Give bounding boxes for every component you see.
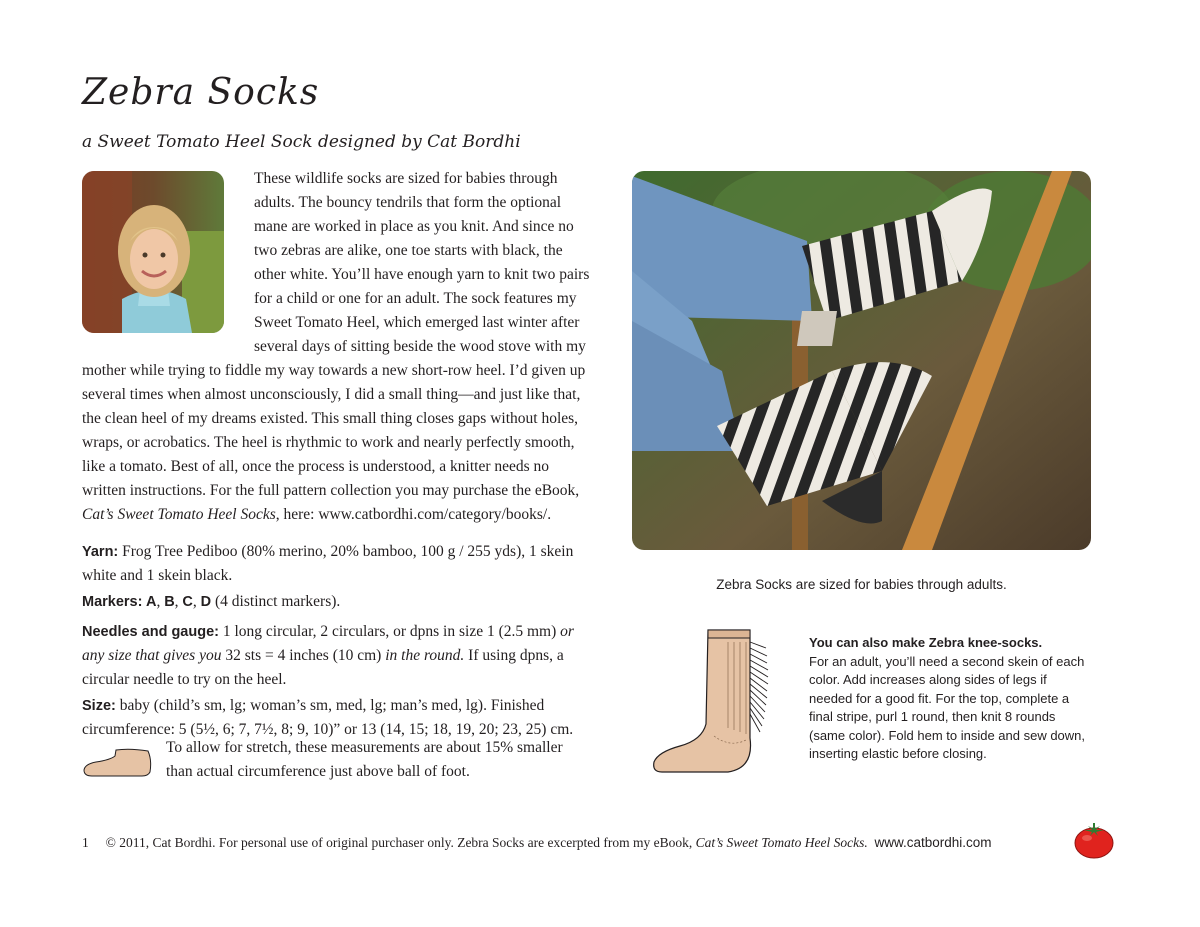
intro-main: These wildlife socks are sized for babies through adults. The bouncy tendrils that form the optional mane are worked in place as you knit. And since no two zebras are alike, one toe starts with black, the other white. You’ll have enough yarn to knit two pairs for a child or one for an adult. The sock features my Sweet Tomato Heel, which emerged last winter after several days of sitting beside the wood stove with my mother while trying to fiddle my way towards a new short-row heel. I’d given up several times when almost unconsciously, I did a small thing—and just like that, the clean heel of my dreams existed. This small thing closes gaps without holes, wraps, or acrobatics. The heel is rhythmic to work and nearly perfectly smooth, like a tomato. Best of all, once the process is understood, a knitter needs no written instructions. For the full pattern collection you may purchase the eBook, <box>82 170 590 499</box>
marker-a: A <box>145 594 157 610</box>
size-text: baby (child’s sm, lg; woman’s sm, med, lg; man’s med, lg). Finished circumference: 5 (5½, 6; 7, 7½, 8; 9, 10)” or 13 (14, 15; 18, 19, 20; 23, 25) cm. <box>82 697 574 738</box>
page-number: 1 <box>82 835 89 850</box>
yarn-spec <box>82 540 582 588</box>
intro-book-title: Cat’s Sweet Tomato Heel Socks <box>82 506 276 523</box>
size-spec <box>82 694 582 742</box>
marker-b: B <box>164 594 175 610</box>
yarn-label: Yarn: <box>82 544 119 560</box>
footer-copyright: © 2011, Cat Bordhi. For personal use of original purchaser only. Zebra Socks are excerpted from my eBook, <box>105 835 696 850</box>
needles-text-1: 1 long circular, 2 circulars, or dpns in size 1 (2.5 mm) <box>218 623 561 640</box>
footer-book-title: Cat’s Sweet Tomato Heel Socks. <box>695 835 868 850</box>
intro-text <box>82 167 590 527</box>
page-subtitle: a Sweet Tomato Heel Sock designed by Cat Bordhi <box>82 132 521 152</box>
stretch-text: To allow for stretch, these measurements are about 15% smaller than actual circumference just above ball of foot. <box>166 739 563 780</box>
knee-socks-text: For an adult, you’ll need a second skein of each color. Add increases along sides of legs if needed for a good fit. For the top, complete a final stripe, purl 1 round, then knit 8 rounds (same color). Fold hem to inside and sew down, inserting elastic before closing. <box>809 653 1086 761</box>
marker-c: C <box>182 594 193 610</box>
intro-end: , here: www.catbordhi.com/category/books/. <box>275 506 552 523</box>
page-title: Zebra Socks <box>82 72 320 113</box>
yarn-text: Frog Tree Pediboo (80% merino, 20% bamboo, 100 g / 255 yds), 1 skein white and 1 skein black. <box>82 543 574 584</box>
needles-text-3: If using dpns, a circular needle to try on the heel. <box>82 647 564 688</box>
page-footer <box>82 835 992 851</box>
needles-label: Needles and gauge: <box>82 624 219 640</box>
knee-sock-illustration <box>650 628 780 778</box>
pattern-specs <box>82 540 582 744</box>
needles-spec <box>82 620 582 692</box>
needles-or: or any size that gives you <box>82 623 574 664</box>
markers-spec: Markers: A, B, C, D (4 distinct markers). <box>82 593 341 610</box>
needles-text-2: 32 sts = 4 inches (10 cm) <box>221 647 386 664</box>
photo-caption: Zebra Socks are sized for babies through adults. <box>716 577 1007 592</box>
markers-label: Markers: <box>82 594 146 610</box>
size-label: Size: <box>82 698 116 714</box>
zebra-socks-photo <box>632 171 1091 550</box>
needles-round: in the round. <box>385 647 465 664</box>
knee-socks-heading: You can also make Zebra knee-socks. <box>809 635 1043 650</box>
footer-url[interactable]: www.catbordhi.com <box>874 835 992 850</box>
tomato-icon <box>1072 820 1116 860</box>
marker-d: D <box>200 594 212 610</box>
markers-text: (4 distinct markers). <box>211 593 341 610</box>
foot-icon <box>82 748 154 788</box>
knee-socks-note <box>809 634 1089 764</box>
stretch-note <box>82 736 582 784</box>
portrait-spacer <box>82 167 254 357</box>
